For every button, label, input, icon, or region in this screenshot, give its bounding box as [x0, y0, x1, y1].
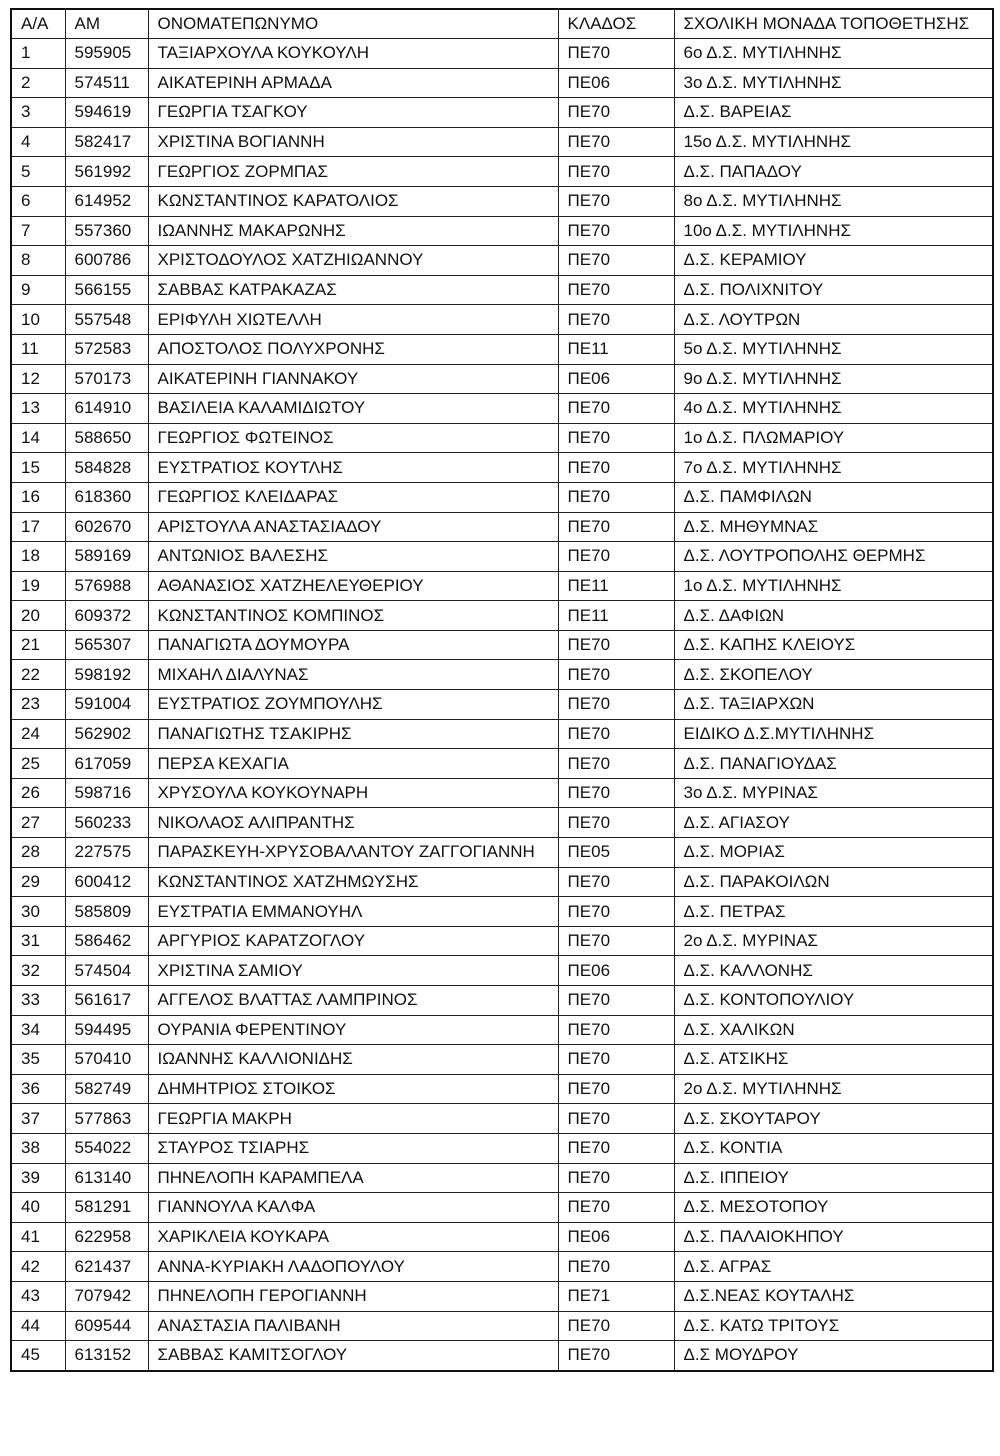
table-row: [11, 98, 993, 128]
cell-school: Δ.Σ. ΠΟΛΙΧΝΙΤΟΥ: [674, 275, 993, 305]
cell-am: 614952: [65, 186, 148, 216]
cell-branch: ΠΕ70: [558, 867, 674, 897]
cell-school: Δ.Σ. ΜΟΡΙΑΣ: [674, 838, 993, 868]
table-row: [11, 275, 993, 305]
cell-branch: ΠΕ70: [558, 808, 674, 838]
table-row: [11, 1133, 993, 1163]
cell-name: ΠΗΝΕΛΟΠΗ ΓΕΡΟΓΙΑΝΝΗ: [148, 1281, 558, 1311]
cell-branch: ΠΕ70: [558, 660, 674, 690]
cell-am: 576988: [65, 571, 148, 601]
table-row: [11, 867, 993, 897]
cell-branch: ΠΕ71: [558, 1281, 674, 1311]
cell-branch: ΠΕ70: [558, 482, 674, 512]
cell-branch: ΠΕ70: [558, 897, 674, 927]
cell-school: Δ.Σ. ΚΑΤΩ ΤΡΙΤΟΥΣ: [674, 1311, 993, 1341]
cell-aa: 22: [11, 660, 65, 690]
cell-aa: 26: [11, 778, 65, 808]
cell-school: Δ.Σ. ΚΟΝΤΟΠΟΥΛΙΟΥ: [674, 986, 993, 1016]
cell-am: 574504: [65, 956, 148, 986]
table-row: [11, 719, 993, 749]
table-row: [11, 1015, 993, 1045]
cell-name: ΧΡΙΣΤΟΔΟΥΛΟΣ ΧΑΤΖΗΙΩΑΝΝΟΥ: [148, 246, 558, 276]
cell-aa: 2: [11, 68, 65, 98]
cell-school: Δ.Σ. ΔΑΦΙΩΝ: [674, 601, 993, 631]
cell-branch: ΠΕ70: [558, 423, 674, 453]
cell-name: ΑΙΚΑΤΕΡΙΝΗ ΑΡΜΑΔΑ: [148, 68, 558, 98]
cell-am: 598192: [65, 660, 148, 690]
cell-aa: 32: [11, 956, 65, 986]
cell-school: Δ.Σ. ΚΕΡΑΜΙΟΥ: [674, 246, 993, 276]
cell-branch: ΠΕ70: [558, 1163, 674, 1193]
cell-aa: 19: [11, 571, 65, 601]
cell-branch: ΠΕ70: [558, 1341, 674, 1371]
cell-branch: ΠΕ05: [558, 838, 674, 868]
cell-name: ΙΩΑΝΝΗΣ ΜΑΚΑΡΩΝΗΣ: [148, 216, 558, 246]
table-row: [11, 1193, 993, 1223]
cell-aa: 5: [11, 157, 65, 187]
header-row: [11, 9, 993, 39]
cell-am: 707942: [65, 1281, 148, 1311]
cell-am: 561992: [65, 157, 148, 187]
cell-school: Δ.Σ. ΑΓΙΑΣΟΥ: [674, 808, 993, 838]
cell-school: Δ.Σ. ΚΑΠΗΣ ΚΛΕΙΟΥΣ: [674, 630, 993, 660]
cell-am: 572583: [65, 334, 148, 364]
cell-school: Δ.Σ. ΠΑΜΦΙΛΩΝ: [674, 482, 993, 512]
cell-school: Δ.Σ. ΠΑΛΑΙΟΚΗΠΟΥ: [674, 1222, 993, 1252]
cell-aa: 3: [11, 98, 65, 128]
cell-branch: ΠΕ70: [558, 542, 674, 572]
cell-am: 560233: [65, 808, 148, 838]
cell-am: 584828: [65, 453, 148, 483]
cell-name: ΓΕΩΡΓΙΟΣ ΦΩΤΕΙΝΟΣ: [148, 423, 558, 453]
table-row: [11, 690, 993, 720]
cell-aa: 17: [11, 512, 65, 542]
table-row: [11, 838, 993, 868]
cell-aa: 30: [11, 897, 65, 927]
cell-aa: 9: [11, 275, 65, 305]
cell-name: ΝΙΚΟΛΑΟΣ ΑΛΙΠΡΑΝΤΗΣ: [148, 808, 558, 838]
cell-branch: ΠΕ70: [558, 1045, 674, 1075]
cell-am: 617059: [65, 749, 148, 779]
cell-branch: ΠΕ70: [558, 98, 674, 128]
cell-branch: ΠΕ06: [558, 68, 674, 98]
cell-name: ΑΡΙΣΤΟΥΛΑ ΑΝΑΣΤΑΣΙΑΔΟΥ: [148, 512, 558, 542]
cell-branch: ΠΕ70: [558, 1252, 674, 1282]
cell-school: Δ.Σ. ΠΑΠΑΔΟΥ: [674, 157, 993, 187]
cell-name: ΓΕΩΡΓΙΟΣ ΚΛΕΙΔΑΡΑΣ: [148, 482, 558, 512]
cell-school: 1ο Δ.Σ. ΜΥΤΙΛΗΝΗΣ: [674, 571, 993, 601]
cell-school: 7ο Δ.Σ. ΜΥΤΙΛΗΝΗΣ: [674, 453, 993, 483]
cell-aa: 18: [11, 542, 65, 572]
table-row: [11, 512, 993, 542]
cell-am: 557548: [65, 305, 148, 335]
cell-name: ΚΩΝΣΤΑΝΤΙΝΟΣ ΚΟΜΠΙΝΟΣ: [148, 601, 558, 631]
cell-school: 9ο Δ.Σ. ΜΥΤΙΛΗΝΗΣ: [674, 364, 993, 394]
cell-school: Δ.Σ. ΧΑΛΙΚΩΝ: [674, 1015, 993, 1045]
cell-aa: 28: [11, 838, 65, 868]
cell-branch: ΠΕ70: [558, 39, 674, 69]
cell-branch: ΠΕ70: [558, 1193, 674, 1223]
cell-am: 589169: [65, 542, 148, 572]
table-row: [11, 571, 993, 601]
cell-name: ΑΝΝΑ-ΚΥΡΙΑΚΗ ΛΑΔΟΠΟΥΛΟΥ: [148, 1252, 558, 1282]
cell-am: 609372: [65, 601, 148, 631]
cell-branch: ΠΕ70: [558, 986, 674, 1016]
cell-am: 570410: [65, 1045, 148, 1075]
table-row: [11, 394, 993, 424]
cell-branch: ΠΕ70: [558, 216, 674, 246]
table-row: [11, 749, 993, 779]
cell-name: ΑΝΤΩΝΙΟΣ ΒΑΛΕΣΗΣ: [148, 542, 558, 572]
cell-am: 577863: [65, 1104, 148, 1134]
cell-am: 591004: [65, 690, 148, 720]
table-row: [11, 1163, 993, 1193]
header-name: ΟΝΟΜΑΤΕΠΩΝΥΜΟ: [148, 9, 558, 39]
cell-am: 598716: [65, 778, 148, 808]
cell-name: ΠΕΡΣΑ ΚΕΧΑΓΙΑ: [148, 749, 558, 779]
cell-aa: 23: [11, 690, 65, 720]
table-row: [11, 956, 993, 986]
cell-branch: ΠΕ70: [558, 305, 674, 335]
table-row: [11, 423, 993, 453]
table-row: [11, 660, 993, 690]
cell-name: ΠΗΝΕΛΟΠΗ ΚΑΡΑΜΠΕΛΑ: [148, 1163, 558, 1193]
cell-school: Δ.Σ. ΤΑΞΙΑΡΧΩΝ: [674, 690, 993, 720]
cell-am: 581291: [65, 1193, 148, 1223]
cell-school: 15ο Δ.Σ. ΜΥΤΙΛΗΝΗΣ: [674, 127, 993, 157]
table-row: [11, 1222, 993, 1252]
table-body: [11, 39, 993, 1371]
cell-school: Δ.Σ. ΛΟΥΤΡΩΝ: [674, 305, 993, 335]
cell-am: 585809: [65, 897, 148, 927]
table-row: [11, 305, 993, 335]
cell-branch: ΠΕ70: [558, 186, 674, 216]
cell-school: Δ.Σ. ΑΤΣΙΚΗΣ: [674, 1045, 993, 1075]
cell-school: Δ.Σ.ΝΕΑΣ ΚΟΥΤΑΛΗΣ: [674, 1281, 993, 1311]
cell-aa: 11: [11, 334, 65, 364]
cell-name: ΕΥΣΤΡΑΤΙΟΣ ΖΟΥΜΠΟΥΛΗΣ: [148, 690, 558, 720]
cell-am: 602670: [65, 512, 148, 542]
table-row: [11, 1281, 993, 1311]
cell-aa: 39: [11, 1163, 65, 1193]
cell-name: ΧΡΥΣΟΥΛΑ ΚΟΥΚΟΥΝΑΡΗ: [148, 778, 558, 808]
cell-aa: 44: [11, 1311, 65, 1341]
table-row: [11, 926, 993, 956]
cell-aa: 14: [11, 423, 65, 453]
cell-am: 622958: [65, 1222, 148, 1252]
cell-school: ΕΙΔΙΚΟ Δ.Σ.ΜΥΤΙΛΗΝΗΣ: [674, 719, 993, 749]
cell-am: 554022: [65, 1133, 148, 1163]
cell-am: 582417: [65, 127, 148, 157]
cell-aa: 43: [11, 1281, 65, 1311]
table-row: [11, 364, 993, 394]
cell-aa: 27: [11, 808, 65, 838]
cell-aa: 45: [11, 1341, 65, 1371]
cell-school: Δ.Σ. ΑΓΡΑΣ: [674, 1252, 993, 1282]
placement-table: [10, 8, 994, 1372]
cell-aa: 7: [11, 216, 65, 246]
cell-school: 10ο Δ.Σ. ΜΥΤΙΛΗΝΗΣ: [674, 216, 993, 246]
cell-school: 2ο Δ.Σ. ΜΥΤΙΛΗΝΗΣ: [674, 1074, 993, 1104]
cell-name: ΣΑΒΒΑΣ ΚΑΤΡΑΚΑΖΑΣ: [148, 275, 558, 305]
cell-name: ΙΩΑΝΝΗΣ ΚΑΛΛΙΟΝΙΔΗΣ: [148, 1045, 558, 1075]
cell-name: ΠΑΝΑΓΙΩΤΗΣ ΤΣΑΚΙΡΗΣ: [148, 719, 558, 749]
cell-name: ΔΗΜΗΤΡΙΟΣ ΣΤΟΙΚΟΣ: [148, 1074, 558, 1104]
table-row: [11, 986, 993, 1016]
cell-name: ΑΝΑΣΤΑΣΙΑ ΠΑΛΙΒΑΝΗ: [148, 1311, 558, 1341]
table-row: [11, 334, 993, 364]
cell-name: ΜΙΧΑΗΛ ΔΙΑΛΥΝΑΣ: [148, 660, 558, 690]
cell-name: ΠΑΝΑΓΙΩΤΑ ΔΟΥΜΟΥΡΑ: [148, 630, 558, 660]
cell-am: 614910: [65, 394, 148, 424]
cell-branch: ΠΕ70: [558, 926, 674, 956]
cell-branch: ΠΕ06: [558, 956, 674, 986]
cell-school: 1ο Δ.Σ. ΠΛΩΜΑΡΙΟΥ: [674, 423, 993, 453]
cell-aa: 1: [11, 39, 65, 69]
cell-school: Δ.Σ. ΣΚΟΠΕΛΟΥ: [674, 660, 993, 690]
cell-name: ΓΕΩΡΓΙΑ ΤΣΑΓΚΟΥ: [148, 98, 558, 128]
table-row: [11, 808, 993, 838]
cell-am: 582749: [65, 1074, 148, 1104]
table-row: [11, 1074, 993, 1104]
cell-aa: 24: [11, 719, 65, 749]
cell-aa: 6: [11, 186, 65, 216]
cell-school: Δ.Σ. ΠΑΝΑΓΙΟΥΔΑΣ: [674, 749, 993, 779]
table-row: [11, 601, 993, 631]
table-row: [11, 186, 993, 216]
cell-name: ΤΑΞΙΑΡΧΟΥΛΑ ΚΟΥΚΟΥΛΗ: [148, 39, 558, 69]
cell-aa: 34: [11, 1015, 65, 1045]
cell-school: Δ.Σ. ΠΕΤΡΑΣ: [674, 897, 993, 927]
cell-school: 8ο Δ.Σ. ΜΥΤΙΛΗΝΗΣ: [674, 186, 993, 216]
table-row: [11, 216, 993, 246]
table-row: [11, 778, 993, 808]
table-row: [11, 39, 993, 69]
table-row: [11, 246, 993, 276]
cell-branch: ΠΕ70: [558, 1104, 674, 1134]
table-header: [11, 9, 993, 39]
cell-am: 588650: [65, 423, 148, 453]
cell-name: ΑΠΟΣΤΟΛΟΣ ΠΟΛΥΧΡΟΝΗΣ: [148, 334, 558, 364]
table-row: [11, 157, 993, 187]
cell-branch: ΠΕ70: [558, 630, 674, 660]
cell-school: 5ο Δ.Σ. ΜΥΤΙΛΗΝΗΣ: [674, 334, 993, 364]
cell-am: 561617: [65, 986, 148, 1016]
cell-school: 4ο Δ.Σ. ΜΥΤΙΛΗΝΗΣ: [674, 394, 993, 424]
cell-school: 6ο Δ.Σ. ΜΥΤΙΛΗΝΗΣ: [674, 39, 993, 69]
cell-name: ΑΘΑΝΑΣΙΟΣ ΧΑΤΖΗΕΛΕΥΘΕΡΙΟΥ: [148, 571, 558, 601]
cell-aa: 38: [11, 1133, 65, 1163]
cell-am: 613140: [65, 1163, 148, 1193]
cell-name: ΚΩΝΣΤΑΝΤΙΝΟΣ ΚΑΡΑΤΟΛΙΟΣ: [148, 186, 558, 216]
cell-name: ΕΡΙΦΥΛΗ ΧΙΩΤΕΛΛΗ: [148, 305, 558, 335]
cell-aa: 13: [11, 394, 65, 424]
cell-am: 600786: [65, 246, 148, 276]
cell-branch: ΠΕ70: [558, 1015, 674, 1045]
cell-name: ΑΓΓΕΛΟΣ ΒΛΑΤΤΑΣ ΛΑΜΠΡΙΝΟΣ: [148, 986, 558, 1016]
cell-name: ΧΡΙΣΤΙΝΑ ΒΟΓΙΑΝΝΗ: [148, 127, 558, 157]
cell-aa: 31: [11, 926, 65, 956]
cell-aa: 42: [11, 1252, 65, 1282]
cell-aa: 36: [11, 1074, 65, 1104]
cell-name: ΓΕΩΡΓΙΑ ΜΑΚΡΗ: [148, 1104, 558, 1134]
cell-aa: 41: [11, 1222, 65, 1252]
cell-branch: ΠΕ06: [558, 1222, 674, 1252]
table-row: [11, 453, 993, 483]
table-row: [11, 897, 993, 927]
table-row: [11, 542, 993, 572]
cell-branch: ΠΕ11: [558, 601, 674, 631]
cell-am: 586462: [65, 926, 148, 956]
cell-aa: 12: [11, 364, 65, 394]
cell-name: ΕΥΣΤΡΑΤΙΑ ΕΜΜΑΝΟΥΗΛ: [148, 897, 558, 927]
table-row: [11, 1341, 993, 1371]
cell-branch: ΠΕ70: [558, 1311, 674, 1341]
cell-name: ΑΙΚΑΤΕΡΙΝΗ ΓΙΑΝΝΑΚΟΥ: [148, 364, 558, 394]
cell-school: Δ.Σ. ΛΟΥΤΡΟΠΟΛΗΣ ΘΕΡΜΗΣ: [674, 542, 993, 572]
cell-name: ΑΡΓΥΡΙΟΣ ΚΑΡΑΤΖΟΓΛΟΥ: [148, 926, 558, 956]
cell-am: 570173: [65, 364, 148, 394]
cell-aa: 10: [11, 305, 65, 335]
table-row: [11, 68, 993, 98]
cell-aa: 40: [11, 1193, 65, 1223]
cell-branch: ΠΕ06: [558, 364, 674, 394]
cell-aa: 21: [11, 630, 65, 660]
cell-name: ΧΑΡΙΚΛΕΙΑ ΚΟΥΚΑΡΑ: [148, 1222, 558, 1252]
cell-aa: 29: [11, 867, 65, 897]
cell-name: ΕΥΣΤΡΑΤΙΟΣ ΚΟΥΤΛΗΣ: [148, 453, 558, 483]
cell-aa: 15: [11, 453, 65, 483]
table-row: [11, 1104, 993, 1134]
cell-aa: 33: [11, 986, 65, 1016]
cell-am: 595905: [65, 39, 148, 69]
cell-branch: ΠΕ70: [558, 246, 674, 276]
cell-am: 574511: [65, 68, 148, 98]
cell-aa: 8: [11, 246, 65, 276]
cell-school: Δ.Σ. ΙΠΠΕΙΟΥ: [674, 1163, 993, 1193]
cell-school: Δ.Σ. ΜΕΣΟΤΟΠΟΥ: [674, 1193, 993, 1223]
cell-am: 565307: [65, 630, 148, 660]
cell-am: 227575: [65, 838, 148, 868]
cell-name: ΣΑΒΒΑΣ ΚΑΜΙΤΣΟΓΛΟΥ: [148, 1341, 558, 1371]
cell-school: Δ.Σ. ΒΑΡΕΙΑΣ: [674, 98, 993, 128]
cell-name: ΣΤΑΥΡΟΣ ΤΣΙΑΡΗΣ: [148, 1133, 558, 1163]
cell-branch: ΠΕ70: [558, 690, 674, 720]
cell-name: ΟΥΡΑΝΙΑ ΦΕΡΕΝΤΙΝΟΥ: [148, 1015, 558, 1045]
table-row: [11, 1252, 993, 1282]
cell-name: ΚΩΝΣΤΑΝΤΙΝΟΣ ΧΑΤΖΗΜΩΥΣΗΣ: [148, 867, 558, 897]
cell-name: ΓΕΩΡΓΙΟΣ ΖΟΡΜΠΑΣ: [148, 157, 558, 187]
cell-aa: 37: [11, 1104, 65, 1134]
cell-school: 3ο Δ.Σ. ΜΥΤΙΛΗΝΗΣ: [674, 68, 993, 98]
cell-am: 594619: [65, 98, 148, 128]
cell-aa: 25: [11, 749, 65, 779]
cell-school: 2ο Δ.Σ. ΜΥΡΙΝΑΣ: [674, 926, 993, 956]
cell-school: Δ.Σ. ΜΗΘΥΜΝΑΣ: [674, 512, 993, 542]
cell-aa: 20: [11, 601, 65, 631]
cell-am: 613152: [65, 1341, 148, 1371]
cell-branch: ΠΕ70: [558, 1133, 674, 1163]
document-page: [10, 8, 994, 1372]
cell-branch: ΠΕ11: [558, 334, 674, 364]
cell-aa: 4: [11, 127, 65, 157]
header-aa: Α/Α: [11, 9, 65, 39]
header-branch: ΚΛΑΔΟΣ: [558, 9, 674, 39]
cell-branch: ΠΕ70: [558, 453, 674, 483]
table-row: [11, 1311, 993, 1341]
cell-am: 621437: [65, 1252, 148, 1282]
cell-am: 609544: [65, 1311, 148, 1341]
cell-aa: 16: [11, 482, 65, 512]
cell-school: Δ.Σ ΜΟΥΔΡΟΥ: [674, 1341, 993, 1371]
cell-am: 566155: [65, 275, 148, 305]
cell-branch: ΠΕ70: [558, 749, 674, 779]
table-row: [11, 127, 993, 157]
cell-name: ΠΑΡΑΣΚΕΥΗ-ΧΡΥΣΟΒΑΛΑΝΤΟΥ ΖΑΓΓΟΓΙΑΝΝΗ: [148, 838, 558, 868]
header-am: ΑΜ: [65, 9, 148, 39]
cell-school: Δ.Σ. ΠΑΡΑΚΟΙΛΩΝ: [674, 867, 993, 897]
table-row: [11, 482, 993, 512]
cell-aa: 35: [11, 1045, 65, 1075]
cell-branch: ΠΕ70: [558, 1074, 674, 1104]
cell-branch: ΠΕ70: [558, 275, 674, 305]
cell-am: 562902: [65, 719, 148, 749]
table-row: [11, 630, 993, 660]
cell-am: 594495: [65, 1015, 148, 1045]
cell-name: ΧΡΙΣΤΙΝΑ ΣΑΜΙΟΥ: [148, 956, 558, 986]
cell-branch: ΠΕ11: [558, 571, 674, 601]
cell-am: 600412: [65, 867, 148, 897]
cell-am: 557360: [65, 216, 148, 246]
cell-branch: ΠΕ70: [558, 778, 674, 808]
cell-school: Δ.Σ. ΚΟΝΤΙΑ: [674, 1133, 993, 1163]
cell-branch: ΠΕ70: [558, 394, 674, 424]
cell-branch: ΠΕ70: [558, 157, 674, 187]
header-school: ΣΧΟΛΙΚΗ ΜΟΝΑΔΑ ΤΟΠΟΘΕΤΗΣΗΣ: [674, 9, 993, 39]
cell-school: 3ο Δ.Σ. ΜΥΡΙΝΑΣ: [674, 778, 993, 808]
cell-branch: ΠΕ70: [558, 512, 674, 542]
cell-name: ΓΙΑΝΝΟΥΛΑ ΚΑΛΦΑ: [148, 1193, 558, 1223]
cell-name: ΒΑΣΙΛΕΙΑ ΚΑΛΑΜΙΔΙΩΤΟΥ: [148, 394, 558, 424]
cell-branch: ΠΕ70: [558, 719, 674, 749]
table-row: [11, 1045, 993, 1075]
cell-school: Δ.Σ. ΚΑΛΛΟΝΗΣ: [674, 956, 993, 986]
cell-am: 618360: [65, 482, 148, 512]
cell-branch: ΠΕ70: [558, 127, 674, 157]
cell-school: Δ.Σ. ΣΚΟΥΤΑΡΟΥ: [674, 1104, 993, 1134]
